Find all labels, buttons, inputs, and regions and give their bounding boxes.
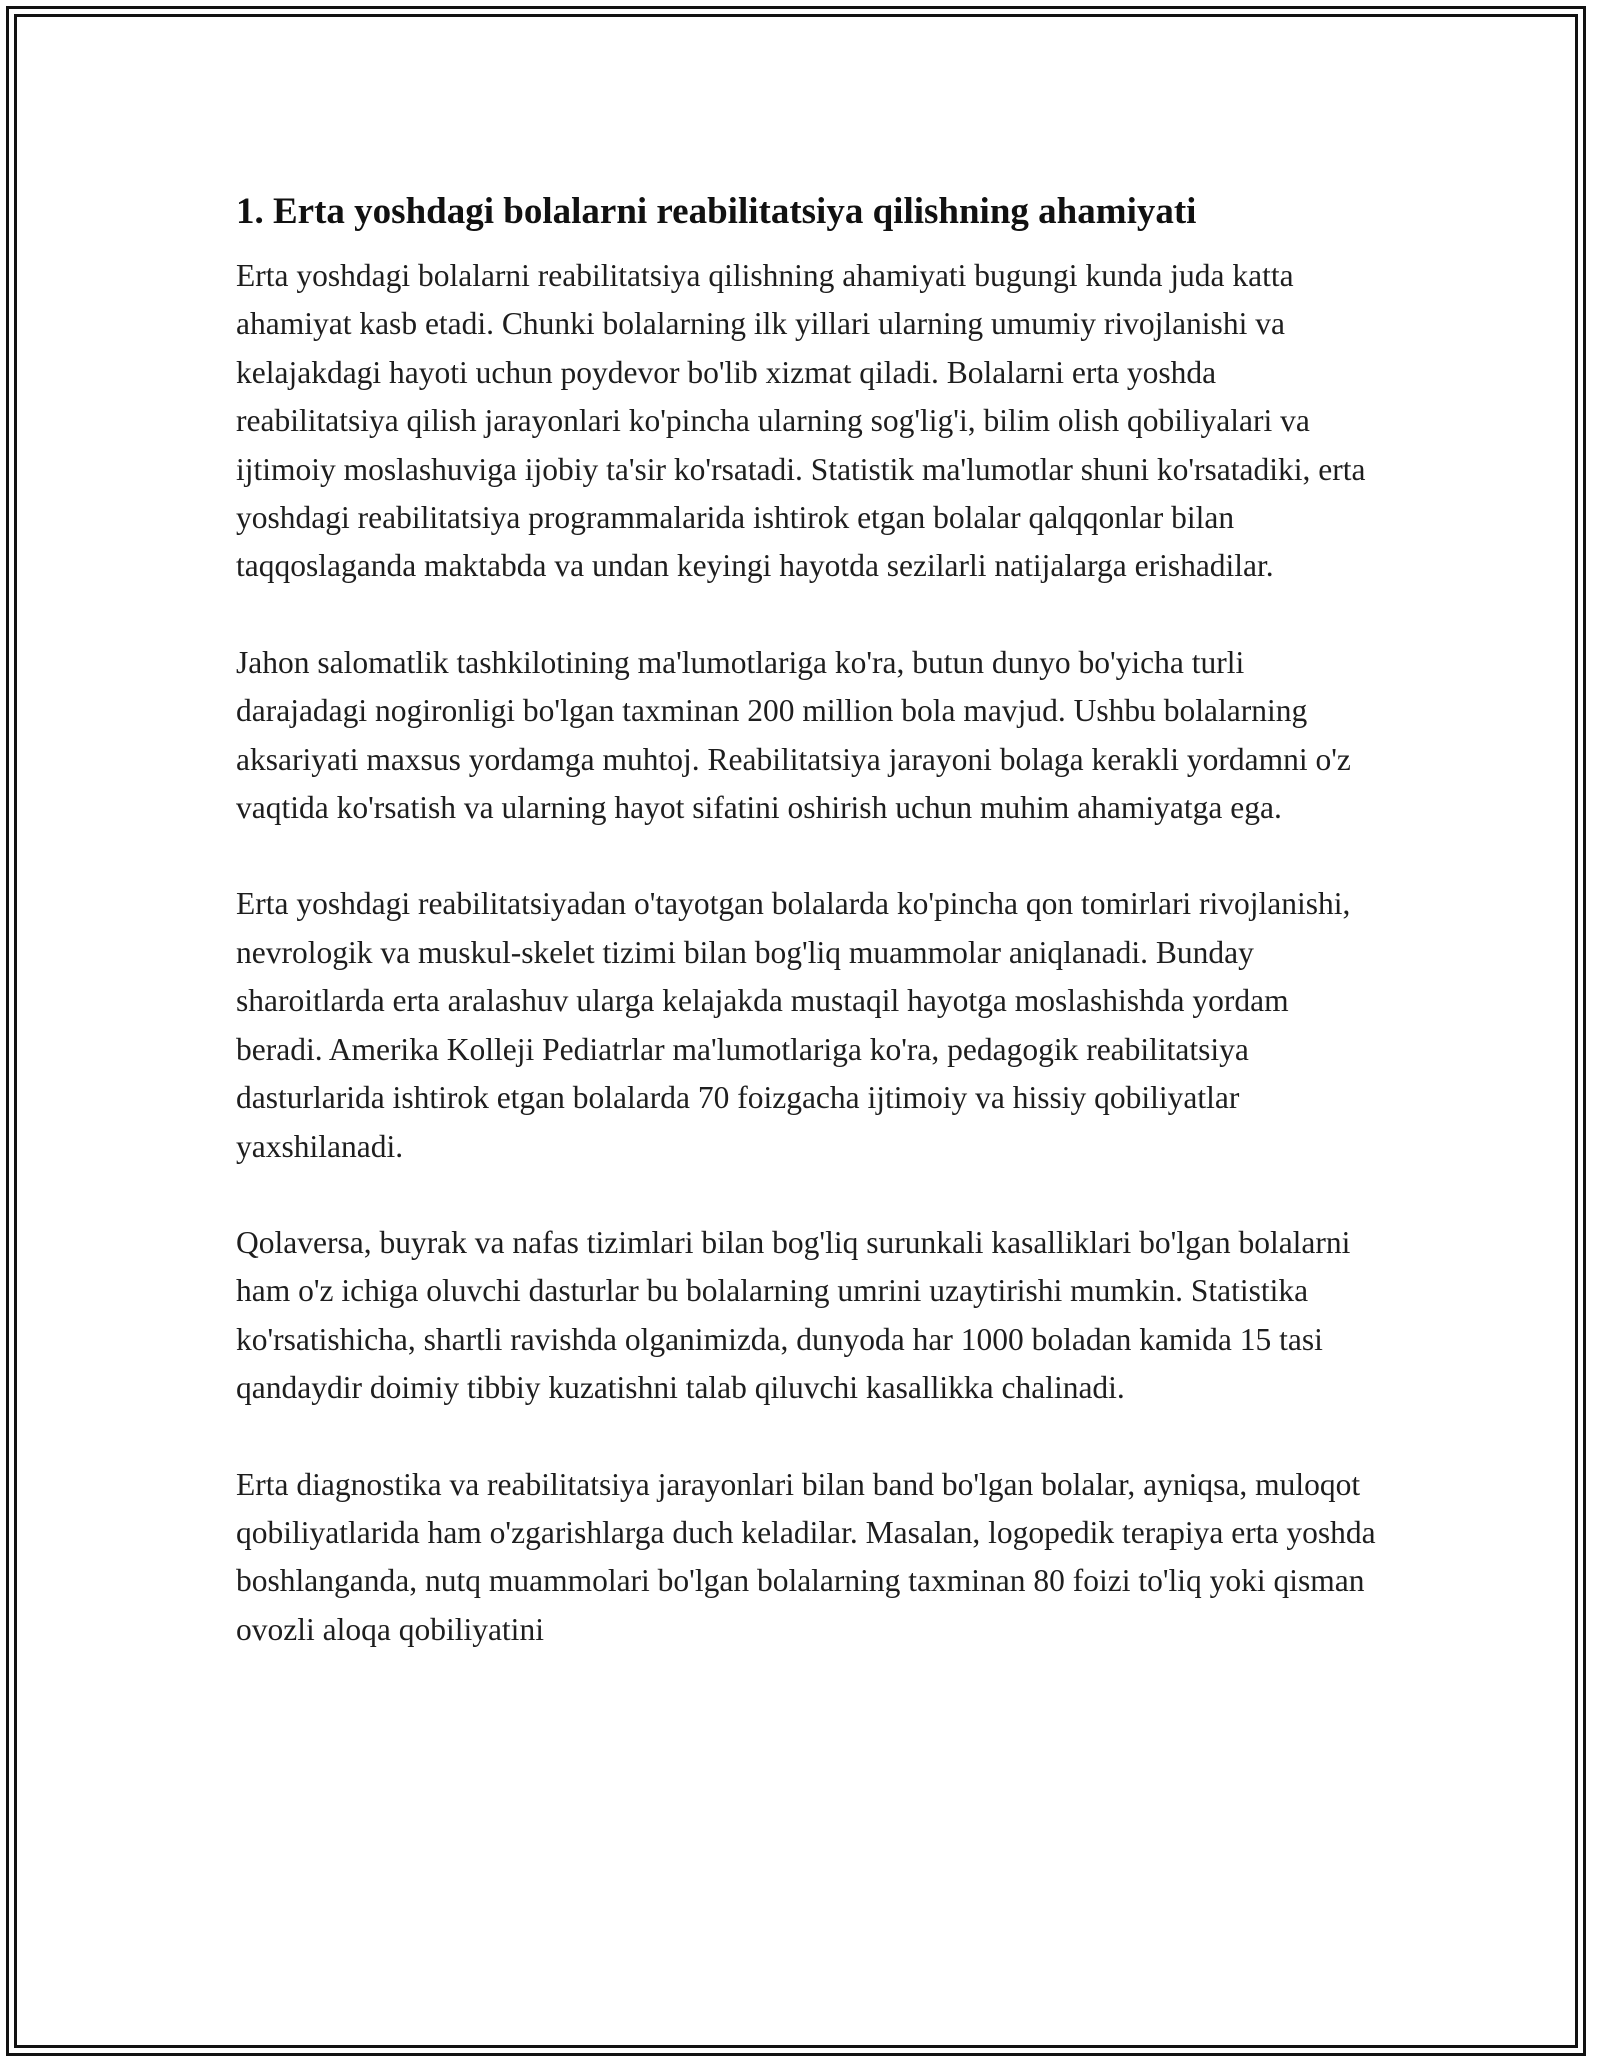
paragraph-1: Erta yoshdagi bolalarni reabilitatsiya qilishning ahamiyati bugungi kunda juda katta ahamiyat kasb etadi. Chunki bolalarning ilk yillari ularning umumiy rivojlanishi va kelajakdagi hayoti uchun poydevor bo'lib xizmat qiladi. Bolalarni erta yoshda reabilitatsiya qilish jarayonlari ko'pincha ularning sog'lig'i, bilim olish qobiliyalari va ijtimoiy moslashuviga ijobiy ta'sir ko'rsatadi. Statistik ma'lumotlar shuni ko'rsatadiki, erta yoshdagi reabilitatsiya programmalarida ishtirok etgan bolalar qalqqonlar bilan taqqoslaganda maktabda va undan keyingi hayotda sezilarli natijalarga erishadilar.: [236, 258, 1366, 584]
paragraph-5: Erta diagnostika va reabilitatsiya jarayonlari bilan band bo'lgan bolalar, ayniqsa, muloqot qobiliyatlarida ham o'zgarishlarga duch keladilar. Masalan, logopedik terapiya erta yoshda boshlanganda, nutq muammolari bo'lgan bolalarning taxminan 80 foizi to'liq yoki qisman ovozli aloqa qobiliyatini: [236, 1466, 1376, 1647]
paragraph-3: Erta yoshdagi reabilitatsiyadan o'tayotgan bolalarda ko'pincha qon tomirlari rivojlanishi, nevrologik va muskul-skelet tizimi bilan bog'liq muammolar aniqlanadi. Bunday sharoitlarda erta aralashuv ularga kelajakda mustaqil hayotga moslashishda yordam beradi. Amerika Kolleji Pediatrlar ma'lumotlariga ko'ra, pedagogik reabilitatsiya dasturlarida ishtirok etgan bolalarda 70 foizgacha ijtimoiy va hissiy qobiliyatlar yaxshilanadi.: [236, 886, 1351, 1164]
paragraph-2: Jahon salomatlik tashkilotining ma'lumotlariga ko'ra, butun dunyo bo'yicha turli darajadagi nogironligi bo'lgan taxminan 200 million bola mavjud. Ushbu bolalarning aksariyati maxsus yordamga muhtoj. Reabilitatsiya jarayoni bolaga kerakli yordamni o'z vaqtida ko'rsatish va ularning hayot sifatini oshirish uchun muhim ahamiyatga ega.: [236, 644, 1351, 826]
paragraph-4: Qolaversa, buyrak va nafas tizimlari bilan bog'liq surunkali kasalliklari bo'lgan bolalarni ham o'z ichiga oluvchi dasturlar bu bolalarning umrini uzaytirishi mumkin. Statistika ko'rsatishicha, shartli ravishda olganimizda, dunyoda har 1000 boladan kamida 15 tasi qandaydir doimiy tibbiy kuzatishni talab qiluvchi kasallikka chalinadi.: [236, 1224, 1351, 1406]
section-heading: 1. Erta yoshdagi bolalarni reabilitatsiya qilishning ahamiyati: [236, 191, 1197, 232]
document-body: [236, 188, 1376, 1702]
